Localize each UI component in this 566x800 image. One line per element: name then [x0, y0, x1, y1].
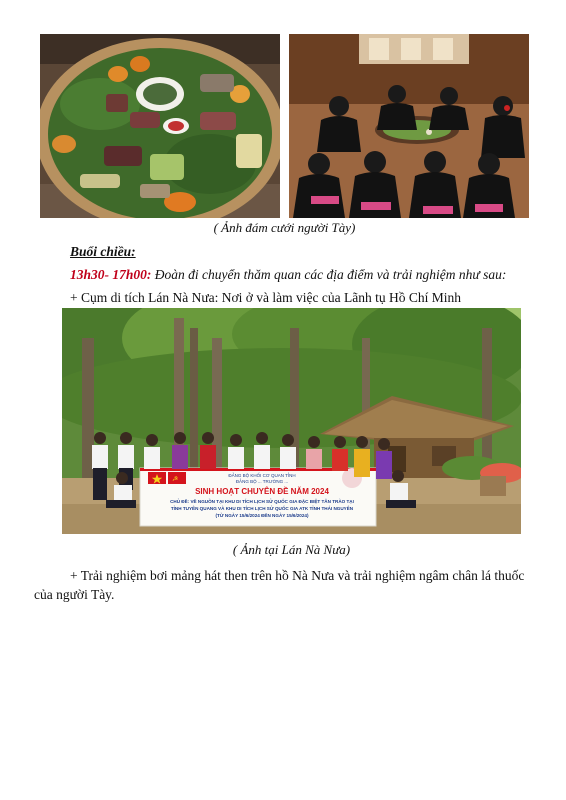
banner-title: SINH HOẠT CHUYÊN ĐỀ NĂM 2024	[195, 487, 329, 496]
schedule-text: Đoàn đi chuyển thăm quan các địa điểm và trải nghiệm như sau:	[151, 267, 507, 282]
banner-line3: CHỦ ĐỀ: VỀ NGUỒN TẠI KHU DI TÍCH LỊCH SỬ QUỐC GIA ĐẶC BIỆT TÂN TRÀO TẠI	[170, 499, 354, 504]
photo-caption-wedding: ( Ảnh đám cưới người Tày)	[213, 220, 356, 235]
schedule-time: 13h30- 17h00:	[70, 267, 152, 282]
photo-wedding-ceremony	[289, 34, 529, 218]
banner-line1: ĐẢNG BỘ KHỐI CƠ QUAN TỈNH	[228, 473, 296, 478]
banner-line5: (TỪ NGÀY 15/6/2024 ĐẾN NGÀY 15/6/2024)	[215, 513, 309, 518]
banner-line2: ĐẢNG BỘ ... TRƯỜNG ...	[235, 479, 289, 484]
banner-line4: TỈNH TUYÊN QUANG VÀ KHU DI TÍCH LỊCH SỬ QUỐC GIA ATK TỈNH THÁI NGUYÊN	[170, 506, 354, 511]
itinerary-item-boat-singing-line2: của người Tày.	[34, 587, 115, 602]
itinerary-item-boat-singing-line1: + Trải nghiệm bơi mảng hát then trên hồ Nà Nưa và trải nghiệm ngâm chân lá thuốc	[70, 568, 525, 583]
schedule-line	[70, 266, 506, 284]
svg-text:☭: ☭	[172, 475, 179, 483]
photo-group-lan-na-nua	[62, 308, 521, 534]
section-heading-afternoon: Buổi chiều:	[70, 244, 136, 259]
itinerary-item-lan-na-nua: + Cụm di tích Lán Nà Nưa: Nơi ở và làm việc của Lãnh tụ Hồ Chí Minh	[70, 290, 462, 305]
photo-caption-lan-na-nua: ( Ảnh tại Lán Nà Nưa)	[232, 542, 351, 557]
photo-wedding-food	[40, 34, 280, 218]
